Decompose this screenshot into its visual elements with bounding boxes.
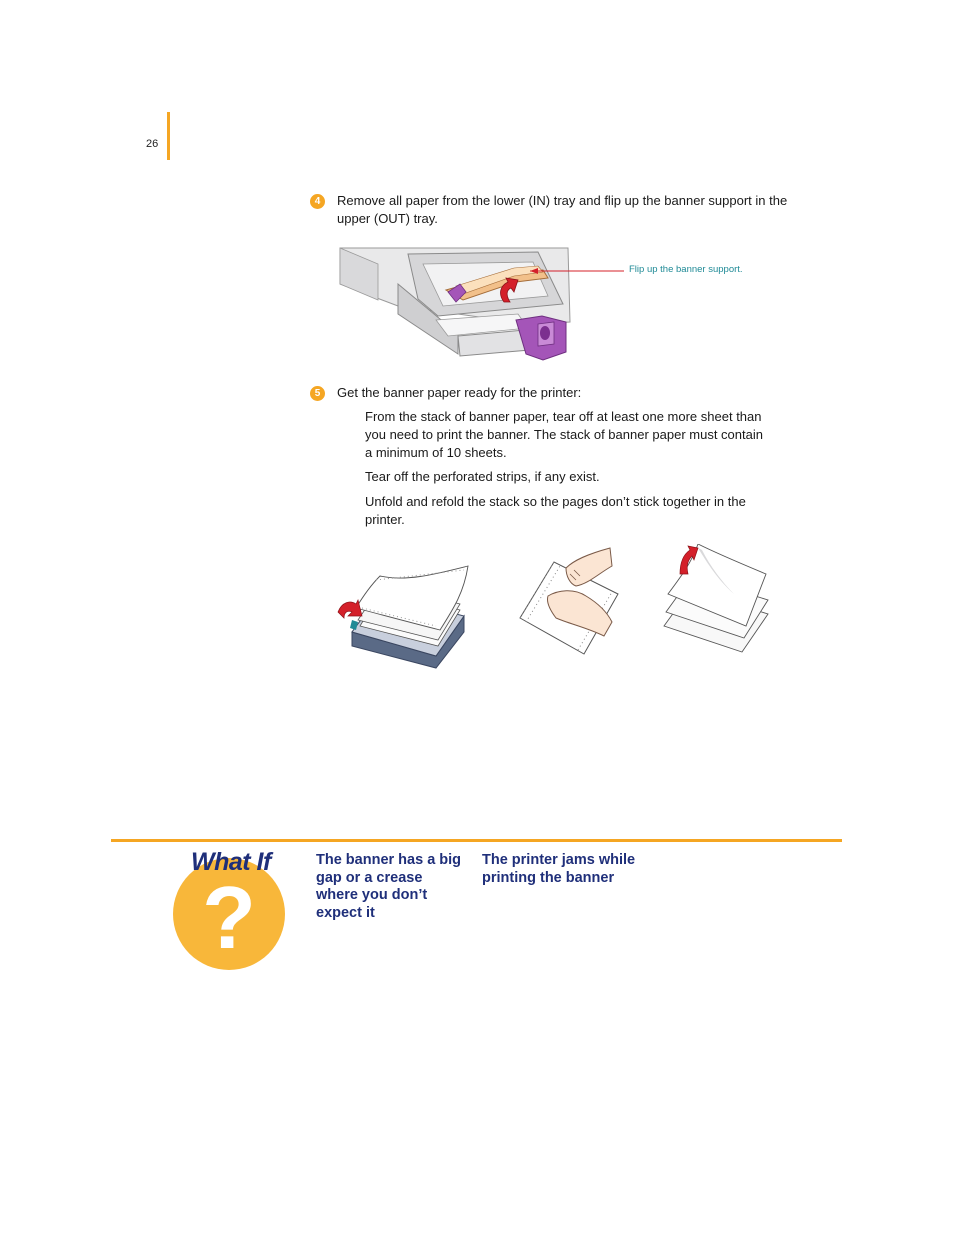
what-if-link-printer-jams[interactable]: The printer jams while printing the banner [482,852,636,886]
callout-leader-line [530,263,625,279]
page-number: 26 [146,138,159,150]
tearing-strip-illustration [514,544,624,656]
what-if-link-banner-gap[interactable]: The banner has a big gap or a crease where you don’t expect it [316,852,462,921]
page-accent-bar [167,112,170,160]
paper-stack-illustration [336,560,476,670]
what-if-divider [111,839,842,842]
instruction-paragraph: From the stack of banner paper, tear off at least one more sheet than you need to print the banner. The stack of banner paper must contain a minimum of 10 sheets. [365,409,763,460]
step-5-badge: 5 [310,386,325,401]
instruction-paragraph: Tear off the perforated strips, if any exist. [365,469,600,484]
question-mark-glyph: ? [202,868,256,967]
instruction-paragraph: Unfold and refold the stack so the pages don’t stick together in the printer. [365,494,746,527]
step-4-badge: 4 [310,194,325,209]
what-if-title: What If [191,848,271,876]
banner-support-callout: Flip up the banner support. [629,264,743,275]
step-4-text: Remove all paper from the lower (IN) tray and flip up the banner support in the upper (OUT) tray. [337,193,788,226]
refolding-stack-illustration [662,544,772,664]
step-5-text: Get the banner paper ready for the printer: [337,385,582,400]
